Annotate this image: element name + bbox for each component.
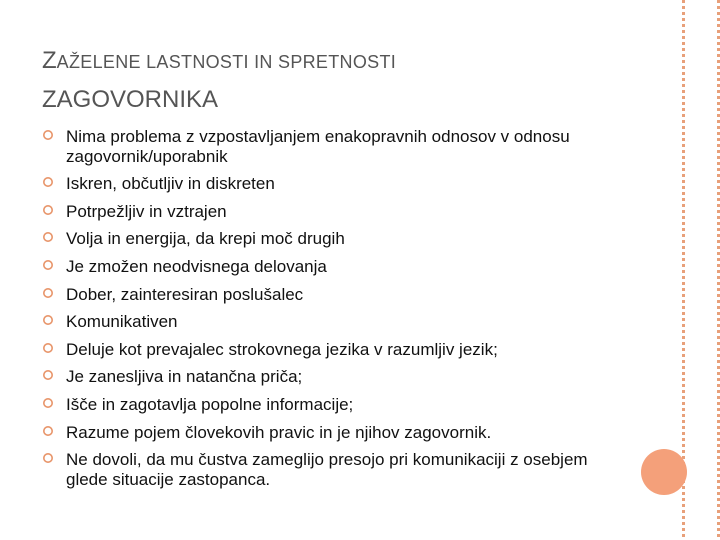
bullet-text: Išče in zagotavlja popolne informacije; [66, 394, 354, 414]
bullet-item [42, 367, 612, 387]
decorative-side-border [682, 0, 720, 540]
open-circle-bullet-icon [42, 204, 54, 216]
bullet-item [42, 257, 612, 277]
bullet-text: Je zmožen neodvisnega delovanja [66, 256, 327, 276]
bullet-text: Dober, zainteresiran poslušalec [66, 284, 304, 304]
bullet-text: Je zanesljiva in natančna priča; [66, 367, 303, 387]
bullet-item [42, 229, 612, 249]
bullet-item [42, 450, 612, 489]
open-circle-bullet-icon [42, 176, 54, 188]
bullet-list [42, 127, 612, 497]
title-line2: ZAGOVORNIKA [42, 86, 219, 113]
open-circle-bullet-icon [42, 231, 54, 243]
open-circle-bullet-icon [42, 452, 54, 464]
bullet-item [42, 340, 612, 360]
bullet-text: Ne dovoli, da mu čustva zameglijo presojo pri komunikaciji z osebjem glede situacije zastopanca. [66, 450, 588, 489]
bullet-text: Iskren, občutljiv in diskreten [66, 174, 275, 194]
open-circle-bullet-icon [42, 369, 54, 381]
open-circle-bullet-icon [42, 397, 54, 409]
title-first-letter: Z [42, 47, 57, 74]
open-circle-bullet-icon [42, 287, 54, 299]
bullet-text: Volja in energija, da krepi moč drugih [66, 229, 345, 249]
bullet-text: Deluje kot prevajalec strokovnega jezika v razumljiv jezik; [66, 339, 498, 359]
bullet-item [42, 174, 612, 194]
bullet-item [42, 312, 612, 332]
bullet-text: Komunikativen [66, 312, 178, 332]
open-circle-bullet-icon [42, 342, 54, 354]
bullet-text: Razume pojem človekovih pravic in je njihov zagovornik. [66, 422, 492, 442]
open-circle-bullet-icon [42, 259, 54, 271]
bullet-item [42, 285, 612, 305]
title-line1-rest: AŽELENE LASTNOSTI IN SPRETNOSTI [56, 52, 397, 72]
slide-title [42, 38, 396, 119]
bullet-item [42, 423, 612, 443]
open-circle-bullet-icon [42, 129, 54, 141]
bullet-item [42, 202, 612, 222]
bullet-item [42, 395, 612, 415]
open-circle-bullet-icon [42, 314, 54, 326]
decorative-circle [641, 449, 687, 495]
bullet-item [42, 127, 612, 166]
bullet-text: Potrpežljiv in vztrajen [66, 201, 227, 221]
open-circle-bullet-icon [42, 425, 54, 437]
bullet-text: Nima problema z vzpostavljanjem enakopravnih odnosov v odnosu zagovornik/uporabnik [66, 127, 570, 166]
